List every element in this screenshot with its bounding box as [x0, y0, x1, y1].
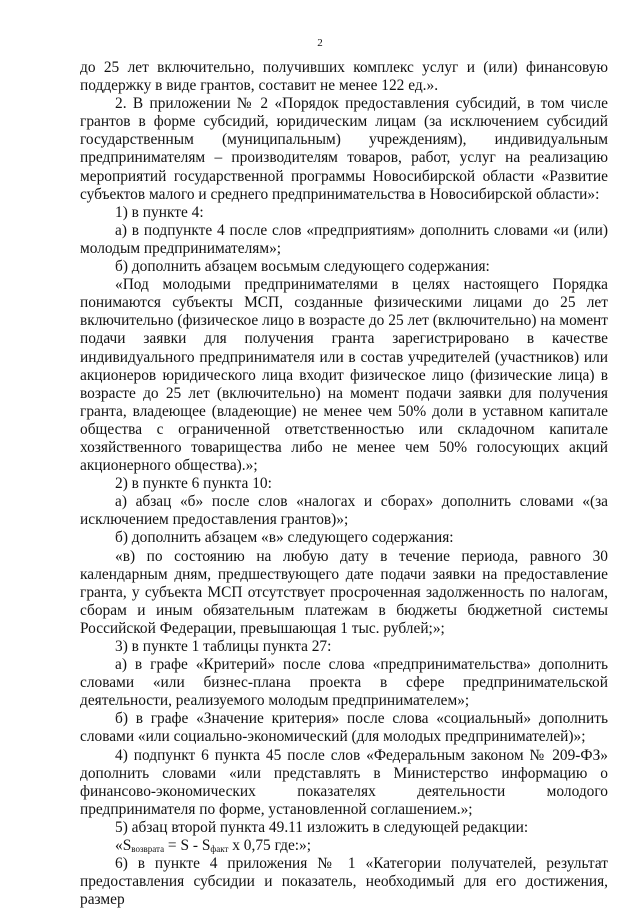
paragraph: б) дополнить абзацем восьмым следующего содержания:	[115, 258, 490, 276]
page-number: 2	[317, 37, 323, 49]
formula	[80, 837, 608, 855]
paragraph: 3) в пункте 1 таблицы пункта 27:	[115, 638, 332, 655]
paragraph: «Под молодыми предпринимателями в целях настоящего Порядка понимаются субъекты МСП, созданные физическими лицами до 25 лет включительно (физическое лицо в возрасте до 25 лет (включительно) на момент подачи заявки для получения гранта зарегистрировано в качестве индивидуального предпринимателя или в состав учредителей (участников) или акционеров юридического лица входит физическое лицо (физические лица) в возрасте до 25 лет (включительно) на момент подачи заявки для получения гранта, владеющее (владеющие) не менее чем 50% доли в уставном капитале общества с ограниченной ответственностью или складочном капитале хозяйственного товарищества либо не менее чем 50% голосующих акций акционерного общества).»;	[80, 276, 608, 475]
paragraph: до 25 лет включительно, получивших комплекс услуг и (или) финансовую поддержку в виде грантов, составит не менее 122 ед.».	[80, 59, 608, 95]
paragraph: 4) подпункт 6 пункта 45 после слов «Федеральным законом № 209-ФЗ» дополнить словами «или представлять в Министерство информацию о финансово-экономических показателях деятельности молодого предпринимателя по форме, установленной соглашением.»;	[80, 746, 608, 818]
paragraph: б) дополнить абзацем «в» следующего содержания:	[115, 529, 454, 547]
paragraph: а) в подпункте 4 после слов «предприятиям» дополнить словами «и (или) молодым предпринимателям»;	[80, 221, 608, 257]
paragraph: б) в графе «Значение критерия» после слова «социальный» дополнить словами «или социально-экономический (для молодых предпринимателей)»;	[80, 710, 608, 746]
paragraph: 1) в пункте 4:	[115, 203, 204, 221]
paragraph: 6) в пункте 4 приложения № 1 «Категории получателей, результат предоставления субсидии и показатель, необходимый для его достижения, размер	[80, 855, 608, 909]
formula-subscript: факт	[210, 844, 229, 855]
formula-part: «S	[115, 837, 132, 855]
formula-part: = S - S	[164, 837, 211, 855]
paragraph: 2) в пункте 6 пункта 10:	[115, 475, 272, 493]
paragraph: а) в графе «Критерий» после слова «предпринимательства» дополнить словами «или бизнес-плана проекта в сфере предпринимательской деятельности, реализуемого молодым предпринимателем»;	[80, 656, 608, 710]
paragraph: 2. В приложении № 2 «Порядок предоставления субсидий, в том числе грантов в форме субсидий, юридическим лицам (за исключением субсидий государственным (муниципальным) учреждениям), индивидуальным предпринимателям – производителям товаров, работ, услуг на реализацию мероприятий государственной программы Новосибирской области «Развитие субъектов малого и среднего предпринимательства в Новосибирской области»:	[80, 95, 608, 203]
formula-subscript: возврата	[131, 844, 165, 855]
document-body	[80, 59, 608, 909]
paragraph: 5) абзац второй пункта 49.11 изложить в следующей редакции:	[115, 818, 529, 836]
formula-part: х 0,75 где:»;	[228, 837, 312, 855]
paragraph: «в) по состоянию на любую дату в течение периода, равного 30 календарным дням, предшествующего дате подачи заявки на предоставление гранта, у субъекта МСП отсутствует просроченная задолженность по налогам, сборам и иным обязательным платежам в бюджеты бюджетной системы Российской Федерации, превышающая 1 тыс. рублей;»;	[80, 547, 608, 637]
paragraph: а) абзац «б» после слов «налогах и сборах» дополнить словами «(за исключением предоставления грантов)»;	[80, 493, 608, 529]
